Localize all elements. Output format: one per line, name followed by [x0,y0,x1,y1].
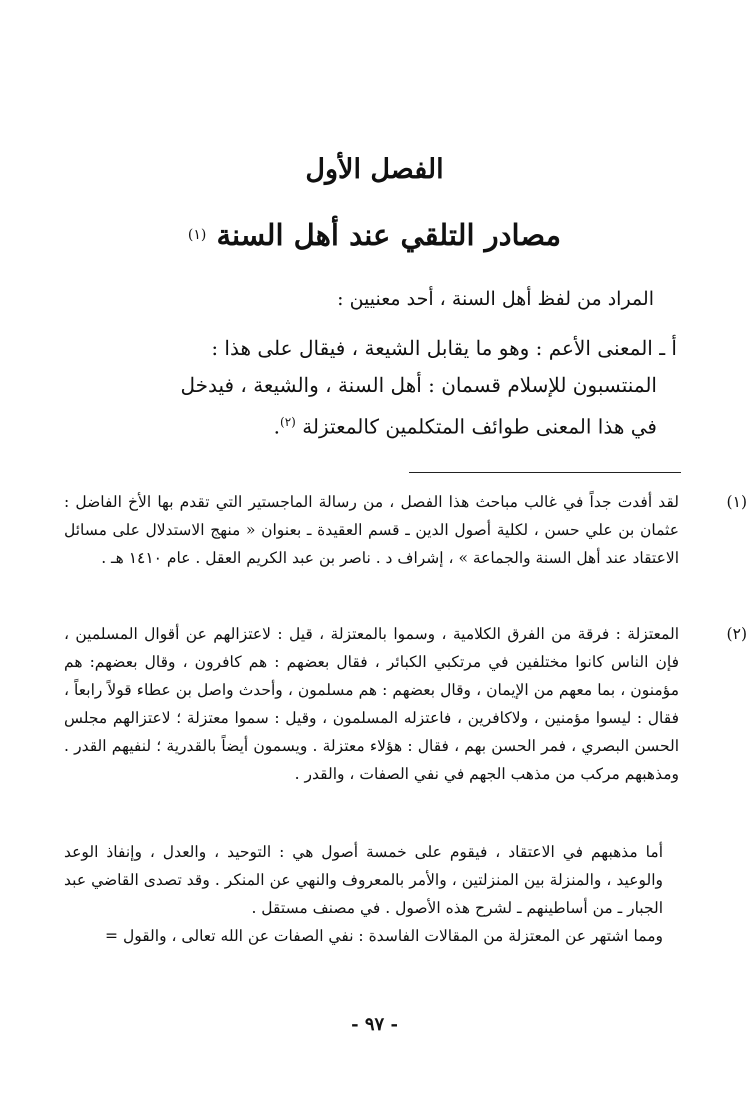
definition-end: . [273,414,280,439]
footnote-divider [409,472,681,473]
definition-line-3 [67,404,677,446]
page-number: - ٩٧ - [351,1014,398,1035]
footnote-2-continuation [64,838,679,950]
chapter-label: الفصل الأول [305,154,444,185]
definition-line-2: المنتسبون للإسلام قسمان : أهل السنة ، والشيعة ، فيدخل [180,373,657,397]
footnote-2-paragraph-2: أما مذهبهم في الاعتقاد ، فيقوم على خمسة أصول هي : التوحيد ، والعدل ، وإنفاذ الوعد والوعيد ، والمنزلة بين المنزلتين ، والأمر بالمعروف والنهي عن المنكر . وقد تصدى القاضي عبد الجبار ـ من أساطينهم ـ لشرح هذه الأصول . في مصنف مستقل . [64,843,663,917]
intro-paragraph: المراد من لفظ أهل السنة ، أحد معنيين : [337,288,654,310]
chapter-title-text: مصادر التلقي عند أهل السنة [216,218,562,252]
definition-a [67,330,677,446]
title-footnote-ref: (١) [187,227,207,243]
definition-line-3-text: في هذا المعنى طوائف المتكلمين كالمعتزلة [302,414,657,439]
footnote-2-paragraph-3: ومما اشتهر عن المعتزلة من المقالات الفاسدة : نفي الصفات عن الله تعالى ، والقول = [105,927,663,945]
footnote-1-text: لقد أفدت جداً في غالب مباحث هذا الفصل ، من رسالة الماجستير التي تقدم بها الأخ الفاضل : عثمان بن علي حسن ، لكلية أصول الدين ـ قسم العقيدة ـ بعنوان « منهج الاستدلال على مسائل الاعتقاد عند أهل السنة والجماعة » ، إشراف د . ناصر بن عبد الكريم العقل . عام ١٤١٠ هـ . [64,493,679,567]
footnote-1-number: (١) [726,493,747,511]
definition-footnote-ref: (٢) [280,415,296,429]
footnote-1 [64,488,747,572]
chapter-title [0,212,749,258]
definition-line-1: أ ـ المعنى الأعم : وهو ما يقابل الشيعة ، فيقال على هذا : [211,336,677,360]
footnote-2-number: (٢) [726,625,747,643]
footnote-2 [64,620,747,788]
footnote-2-text: المعتزلة : فرقة من الفرق الكلامية ، وسموا بالمعتزلة ، قيل : لاعتزالهم عن أقوال المسلمين ، فإن الناس كانوا مختلفين في مرتكبي الكبائر ، فقال بعضهم : هم كافرون ، وقال بعضهم: هم مؤمنون ، بما معهم من الإيمان ، وقال بعضهم : هم مسلمون ، وأحدث واصل بن عطاء قولاً رابعاً ، فقال : ليسوا مؤمنين ، ولاكافرين ، فاعتزله المسلمون ، وقيل : سموا معتزلة ؛ لاعتزالهم مجلس الحسن البصري ، فمر الحسن بهم ، فقال : هؤلاء معتزلة . ويسمون أيضاً بالقدرية ؛ لنفيهم القدر . ومذهبهم مركب من مذهب الجهم في نفي الصفات ، والقدر . [64,625,679,783]
